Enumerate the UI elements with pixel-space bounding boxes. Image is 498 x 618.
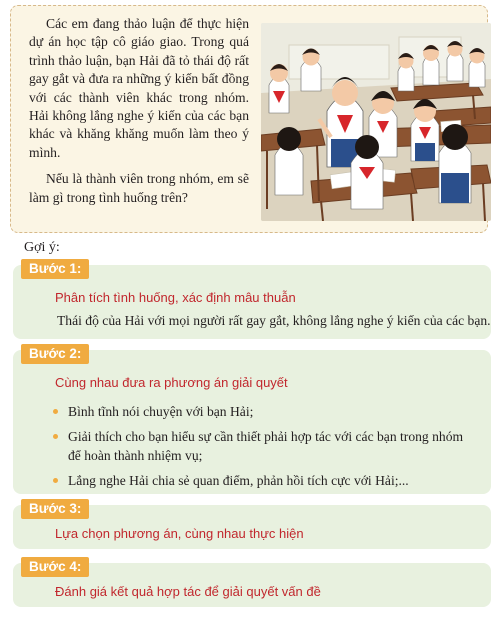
step-2-bullet [47, 402, 477, 421]
step-1-text: Thái độ của Hải với mọi người rất gay gắt, không lắng nghe ý kiến của các bạn. [57, 313, 491, 328]
step-3-title: Lựa chọn phương án, cùng nhau thực hiện [55, 526, 304, 541]
step-2-bullet-text: Giải thích cho bạn hiểu sự cần thiết phải hợp tác với các bạn trong nhóm để hoàn thành nhiệm vụ; [68, 429, 464, 463]
scenario-text [29, 15, 249, 207]
step-2-title: Cùng nhau đưa ra phương án giải quyết [55, 375, 288, 390]
bullet-dot-icon [53, 478, 58, 483]
step-4-card [13, 559, 491, 607]
step-1-title: Phân tích tình huống, xác định mâu thuẫn [55, 290, 296, 305]
bullet-dot-icon [53, 409, 58, 414]
step-2-card [13, 346, 491, 494]
step-2-bullet-text: Bình tĩnh nói chuyện với bạn Hải; [68, 404, 254, 419]
step-1-card [13, 261, 491, 339]
scenario-paragraph: Các em đang thảo luận để thực hiện dự án học tập cô giáo giao. Trong quá trình thảo luận, bạn Hải đã tỏ thái độ rất gay gắt và đưa ra những ý kiến bất đồng với các thành viên khác trong nhóm. Hải không lắng nghe ý kiến của các bạn khác và khăng khăng muốn làm theo ý mình. [29, 16, 249, 160]
scenario-question: Nếu là thành viên trong nhóm, em sẽ làm gì trong tình huống trên? [29, 171, 249, 205]
classroom-illustration [261, 23, 491, 221]
step-2-bullet-text: Lắng nghe Hải chia sẻ quan điểm, phản hồi tích cực với Hải;... [68, 473, 409, 488]
step-2-tag: Bước 2: [21, 344, 89, 364]
hint-label: Gợi ý: [24, 240, 60, 255]
step-4-title: Đánh giá kết quả hợp tác để giải quyết vấn đề [55, 584, 321, 599]
bullet-dot-icon [53, 434, 58, 439]
step-2-bullet [47, 427, 477, 465]
step-4-tag: Bước 4: [21, 557, 89, 577]
step-1-tag: Bước 1: [21, 259, 89, 279]
step-3-card [13, 501, 491, 549]
scenario-box [10, 5, 488, 233]
step-2-bullet-list [47, 402, 477, 490]
step-3-tag: Bước 3: [21, 499, 89, 519]
step-2-bullet [47, 471, 477, 490]
